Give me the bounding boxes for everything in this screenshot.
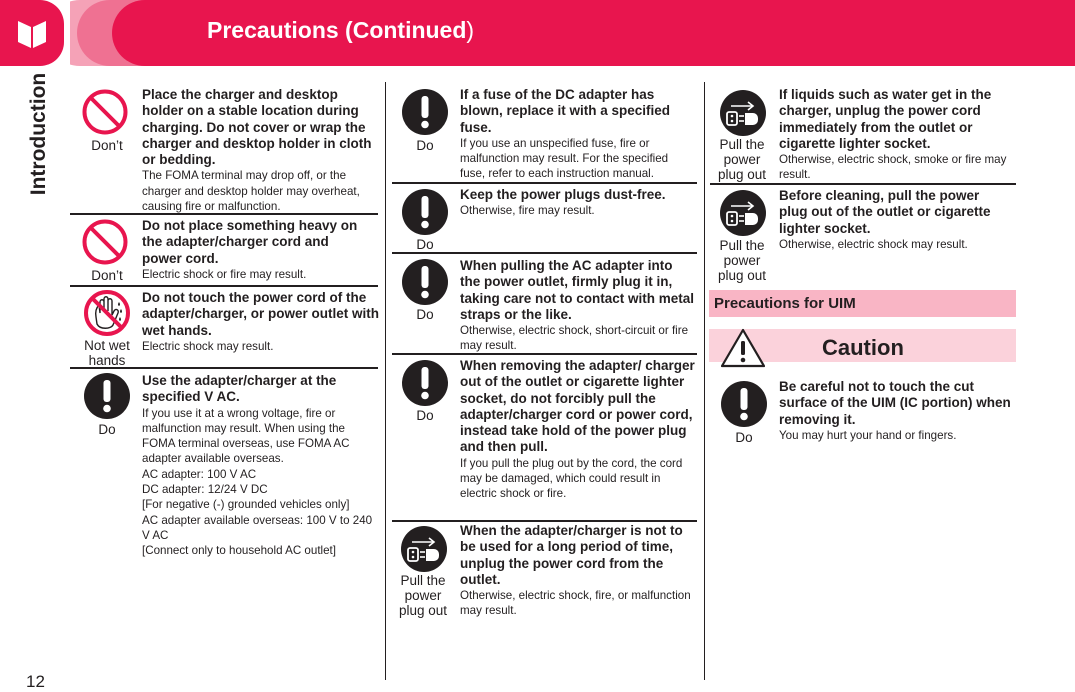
section-label: Introduction [27,72,50,196]
section-heading: Precautions for UIM [709,290,1016,317]
item-body: Electric shock or fire may result. [142,267,307,281]
pull-plug-icon [719,89,767,137]
item-body: Otherwise, fire may result. [460,204,595,218]
item-title: Do not place something heavy on the adapter/charger cord and power cord. [142,218,358,266]
precaution-item [142,87,380,214]
prohibition-icon [81,218,129,266]
icon-label: Do [416,237,434,252]
item-title: Do not touch the power cord of the adapter/charger, or power outlet with wet hands. [142,290,380,338]
precaution-item [460,87,695,182]
item-extra: AC adapter available overseas: 100 V to 240 V AC [142,513,373,542]
item-title: If a fuse of the DC adapter has blown, replace it with a specified fuse. [460,87,671,135]
row-divider [392,520,697,522]
exclamation-icon [401,88,449,136]
exclamation-icon [401,359,449,407]
precaution-item [779,379,1011,443]
item-title: When removing the adapter/ charger out of the outlet or cigarette lighter socket, do not forcibly pull the adapter/charger cord or power cord, instead take hold of the power plug and then pull. [460,358,695,455]
precaution-item [460,187,695,219]
icon-label: Not wet hands [84,338,130,368]
row-divider [392,182,697,184]
item-body: You may hurt your hand or fingers. [779,428,957,442]
item-title: Be careful not to touch the cut surface of the UIM (IC portion) when removing it. [779,379,1011,427]
precaution-item [142,373,377,559]
pull-plug-icon [719,189,767,237]
item-title: When pulling the AC adapter into the power outlet, firmly plug it in, taking care not to contact with metal straps or the like. [460,258,695,322]
column-divider [704,82,705,680]
item-title: Use the adapter/charger at the specified V AC. [142,373,337,405]
item-title: If liquids such as water get in the charger, unplug the power cord immediately from the outlet or cigarette lighter socket. [779,87,992,151]
exclamation-icon [720,380,768,428]
icon-label: Do [735,430,753,445]
item-extra: AC adapter: 100 V AC [142,467,257,481]
column-divider [385,82,386,680]
exclamation-icon [83,372,131,420]
row-divider [710,183,1016,185]
page-number: 12 [26,672,45,691]
item-body: The FOMA terminal may drop off, or the charger and desktop holder may overheat, causing fire or malfunction. [142,169,360,214]
item-body: If you use an unspecified fuse, fire or malfunction may result. For the specified fuse, refer to each instruction manual. [460,136,669,181]
item-body: If you use it at a wrong voltage, fire or malfunction may result. When using the FOMA terminal overseas, use FOMA AC adapter available overseas. [142,406,350,466]
icon-label: Do [416,138,434,153]
precaution-item [142,290,380,354]
item-body: Otherwise, electric shock, short-circuit or fire may result. [460,324,689,353]
no-wet-hands-icon [83,289,131,337]
caution-banner: Caution [709,329,1016,362]
item-title: Keep the power plugs dust-free. [460,187,666,202]
precaution-item [142,218,372,282]
header-decoration [70,0,190,66]
precaution-item [460,523,698,619]
item-body: If you pull the plug out by the cord, the cord may be damaged, which could result in electric shock or fire. [460,456,683,501]
item-body: Electric shock may result. [142,339,274,353]
icon-label: Do [98,422,116,437]
row-divider [392,252,697,254]
item-body: Otherwise, electric shock, fire, or malfunction may result. [460,589,691,618]
exclamation-icon [401,188,449,236]
item-extra: [Connect only to household AC outlet] [142,544,337,558]
row-divider [70,285,378,287]
item-body: Otherwise, electric shock may result. [779,237,968,251]
item-extra: DC adapter: 12/24 V DC [142,483,268,497]
icon-label: Pull the power plug out [717,238,767,283]
icon-label: Do [416,408,434,423]
section-tab [0,0,64,66]
item-title: Place the charger and desktop holder on a stable location during charging. Do not cover or wrap the charger and desktop holder in cloth or bedding. [142,87,372,168]
precaution-item [460,258,695,354]
item-extra: [For negative (-) grounded vehicles only] [142,498,350,512]
precaution-item [779,188,1011,252]
item-title: Before cleaning, pull the power plug out of the outlet or cigarette lighter socket. [779,188,991,236]
caution-triangle-icon [721,328,765,368]
prohibition-icon [81,88,129,136]
precaution-item [779,87,1011,183]
icon-label: Do [416,307,434,322]
pull-plug-icon [400,525,448,573]
item-body: Otherwise, electric shock, smoke or fire may result. [779,153,1007,182]
exclamation-icon [401,258,449,306]
item-title: When the adapter/charger is not to be used for a long period of time, unplug the power cord from the outlet. [460,523,683,587]
precaution-item [460,358,695,502]
icon-label: Pull the power plug out [398,573,448,618]
icon-label: Pull the power plug out [717,137,767,182]
icon-label: Don’t [91,268,123,283]
page-title: Precautions (Continued) [207,17,475,43]
icon-label: Don’t [91,138,123,153]
